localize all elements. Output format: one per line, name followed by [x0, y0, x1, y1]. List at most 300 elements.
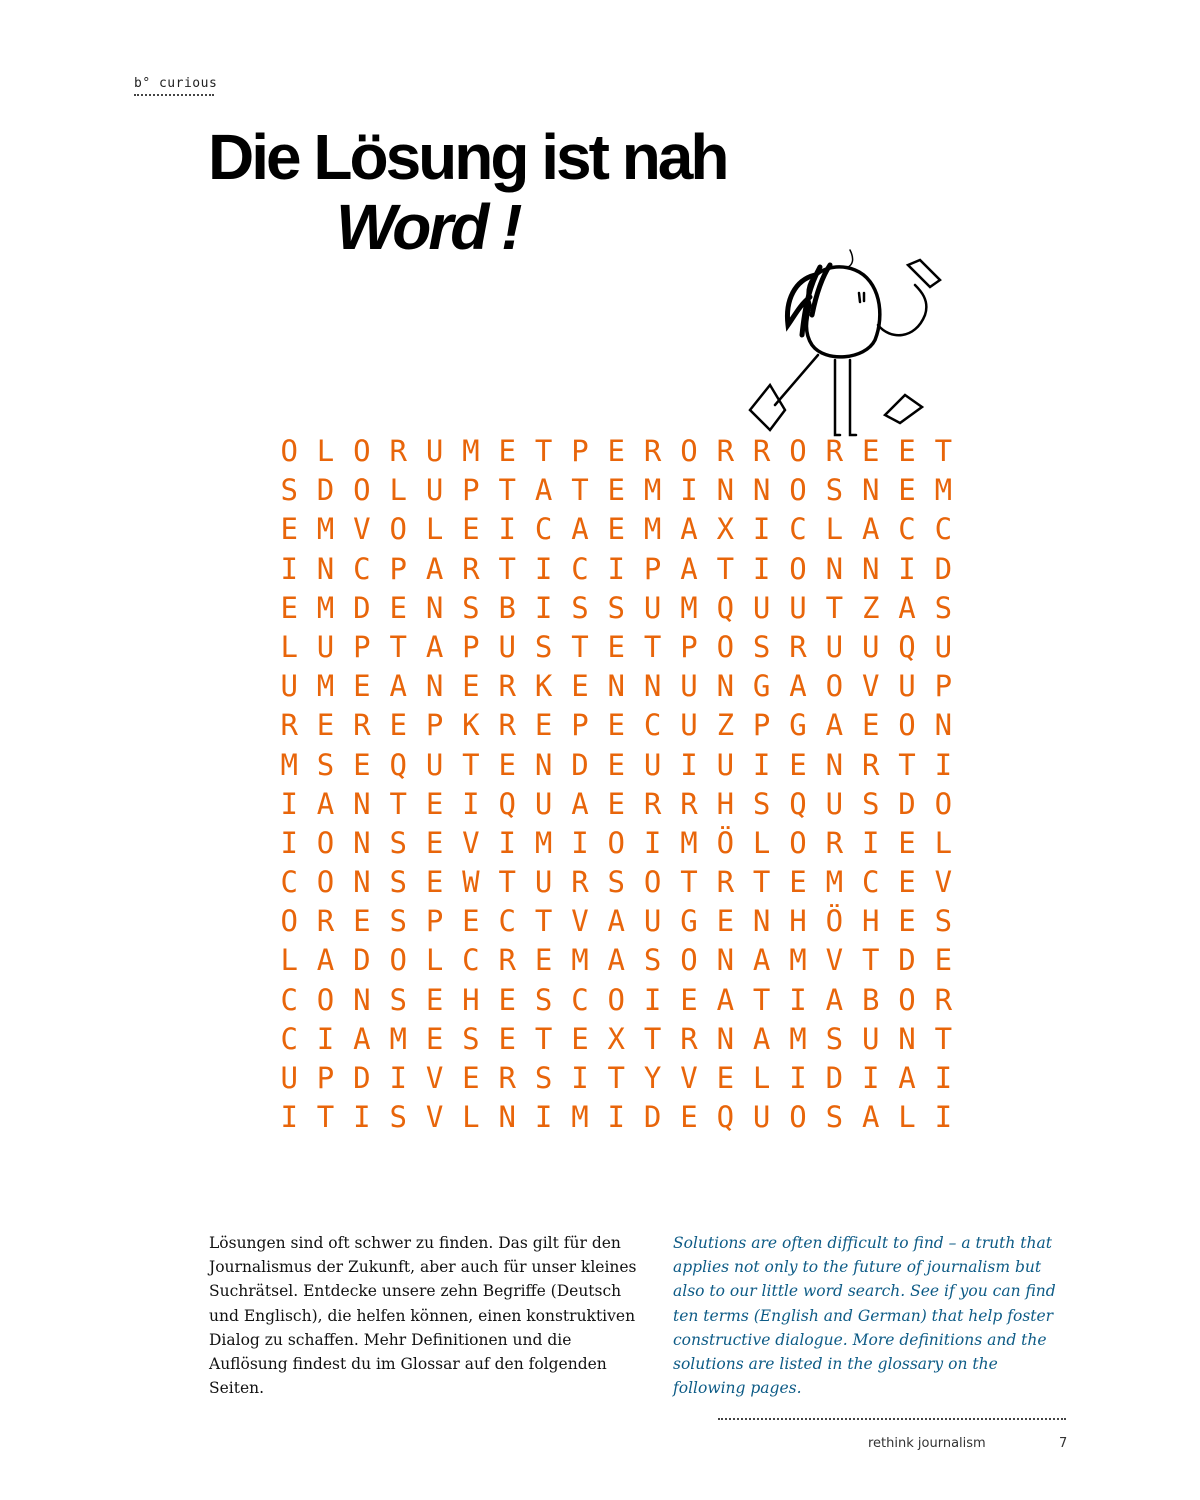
grid-letter: C — [934, 512, 953, 547]
grid-letter: O — [898, 982, 916, 1017]
grid-letter: Z — [716, 708, 735, 743]
grid-letter: E — [353, 904, 371, 939]
grid-letter: E — [571, 669, 589, 704]
grid-letter: T — [752, 865, 771, 900]
grid-letter: E — [898, 825, 916, 860]
grid-letter: S — [534, 982, 553, 1017]
grid-letter: E — [534, 943, 553, 978]
grid-letter: T — [462, 747, 480, 782]
grid-letter: T — [716, 551, 735, 586]
grid-letter: R — [498, 943, 516, 978]
grid-letter: R — [643, 434, 662, 468]
page-subtitle: Word ! — [336, 191, 520, 263]
grid-letter: C — [898, 512, 916, 547]
grid-letter: O — [607, 982, 625, 1017]
grid-letter: E — [316, 708, 335, 743]
grid-letter: M — [680, 590, 698, 625]
grid-letter: P — [752, 708, 771, 743]
grid-letter: I — [789, 1061, 807, 1095]
intro-text-english: Solutions are often difficult to find – a truth that applies not only to the future of journalism but also to our little word search. See if you can find ten terms (English and German) that help foster constructive dialogue. More definitions and the solutions are listed in the glossary on the following pages. — [673, 1234, 1056, 1398]
grid-letter: X — [607, 1021, 625, 1056]
grid-letter: E — [353, 669, 371, 704]
grid-letter: E — [861, 708, 880, 743]
grid-letter: S — [607, 865, 625, 900]
grid-letter: N — [353, 825, 371, 860]
grid-letter: I — [571, 825, 589, 860]
grid-letter: H — [716, 786, 735, 821]
grid-letter: U — [680, 669, 698, 704]
grid-letter: S — [316, 747, 335, 782]
grid-letter: N — [861, 551, 880, 586]
grid-letter: O — [789, 551, 807, 586]
grid-letter: P — [353, 629, 371, 664]
grid-letter: E — [425, 982, 444, 1017]
grid-letter: T — [934, 434, 953, 468]
grid-letter: R — [389, 434, 407, 468]
grid-letter: Ö — [716, 825, 735, 860]
grid-letter: N — [825, 747, 844, 782]
grid-letter: E — [498, 982, 516, 1017]
grid-letter: R — [571, 865, 589, 900]
grid-letter: O — [789, 434, 807, 468]
grid-letter: V — [825, 943, 844, 978]
grid-letter: I — [498, 825, 516, 860]
grid-letter: P — [425, 904, 444, 939]
grid-letter: N — [716, 1021, 735, 1056]
grid-letter: E — [607, 747, 625, 782]
grid-letter: V — [680, 1061, 698, 1095]
grid-letter: N — [825, 551, 844, 586]
grid-letter: T — [861, 943, 880, 978]
grid-letter: R — [498, 708, 516, 743]
grid-letter: O — [280, 904, 298, 939]
grid-letter: S — [389, 825, 407, 860]
grid-letter: L — [825, 512, 844, 547]
grid-letter: M — [680, 825, 698, 860]
grid-letter: N — [716, 669, 735, 704]
grid-letter: M — [316, 512, 335, 547]
grid-letter: A — [898, 590, 916, 625]
grid-letter: V — [425, 1100, 444, 1135]
grid-letter: I — [607, 1100, 625, 1135]
grid-letter: D — [898, 943, 916, 978]
grid-letter: C — [571, 551, 589, 586]
grid-letter: U — [643, 590, 662, 625]
grid-letter: D — [353, 1061, 371, 1095]
grid-letter: I — [789, 982, 807, 1017]
grid-letter: S — [861, 786, 880, 821]
grid-letter: E — [716, 1061, 735, 1095]
grid-letter: N — [716, 943, 735, 978]
grid-letter: U — [752, 1100, 771, 1135]
grid-letter: U — [825, 629, 844, 664]
grid-letter: E — [425, 786, 444, 821]
grid-letter: C — [861, 865, 880, 900]
grid-letter: S — [389, 1100, 407, 1135]
grid-letter: I — [861, 825, 880, 860]
grid-letter: N — [353, 865, 371, 900]
grid-letter: C — [534, 512, 553, 547]
grid-letter: P — [934, 669, 953, 704]
grid-letter: U — [425, 473, 444, 508]
grid-letter: A — [534, 473, 553, 508]
grid-letter: L — [280, 629, 298, 664]
grid-letter: L — [752, 825, 771, 860]
grid-letter: S — [534, 1061, 553, 1095]
grid-letter: R — [752, 434, 771, 468]
grid-letter: D — [825, 1061, 844, 1095]
grid-letter: D — [898, 786, 916, 821]
grid-letter: I — [934, 747, 953, 782]
grid-letter: T — [825, 590, 844, 625]
grid-letter: E — [280, 512, 298, 547]
grid-letter: S — [825, 473, 844, 508]
grid-letter: E — [898, 904, 916, 939]
grid-letter: L — [389, 473, 407, 508]
grid-letter: R — [716, 865, 735, 900]
grid-letter: U — [861, 1021, 880, 1056]
grid-letter: Q — [789, 786, 807, 821]
grid-letter: C — [280, 982, 298, 1017]
grid-letter: T — [934, 1021, 953, 1056]
grid-letter: O — [353, 473, 371, 508]
grid-letter: D — [353, 590, 371, 625]
grid-letter: H — [462, 982, 480, 1017]
grid-letter: Ö — [825, 904, 844, 939]
grid-letter: S — [934, 590, 953, 625]
grid-letter: A — [680, 512, 698, 547]
grid-letter: T — [571, 629, 589, 664]
grid-letter: U — [498, 629, 516, 664]
grid-letter: E — [462, 512, 480, 547]
word-search-grid — [271, 432, 962, 1137]
grid-letter: P — [643, 551, 662, 586]
grid-letter: U — [898, 669, 916, 704]
grid-letter: E — [898, 434, 916, 468]
grid-letter: E — [934, 943, 953, 978]
grid-letter: X — [716, 512, 735, 547]
grid-letter: I — [680, 747, 698, 782]
grid-letter: V — [934, 865, 953, 900]
grid-letter: E — [462, 1061, 480, 1095]
grid-letter: U — [825, 786, 844, 821]
grid-letter: T — [607, 1061, 625, 1095]
grid-letter: E — [680, 1100, 698, 1135]
grid-letter: V — [861, 669, 880, 704]
grid-letter: M — [534, 825, 553, 860]
grid-letter: I — [534, 590, 553, 625]
grid-letter: T — [534, 1021, 553, 1056]
grid-letter: E — [716, 904, 735, 939]
grid-letter: W — [462, 865, 480, 900]
grid-letter: I — [752, 747, 771, 782]
page-title: Die Lösung ist nah — [208, 121, 727, 193]
grid-letter: B — [498, 590, 516, 625]
grid-letter: U — [680, 708, 698, 743]
grid-letter: L — [934, 825, 953, 860]
grid-letter: I — [280, 825, 298, 860]
grid-letter: K — [462, 708, 480, 743]
grid-letter: I — [934, 1100, 953, 1135]
grid-letter: I — [752, 551, 771, 586]
grid-letter: S — [389, 982, 407, 1017]
grid-letter: O — [789, 825, 807, 860]
grid-letter: N — [752, 904, 771, 939]
grid-letter: S — [462, 590, 480, 625]
grid-letter: S — [752, 786, 771, 821]
grid-letter: A — [716, 982, 735, 1017]
grid-letter: A — [571, 786, 589, 821]
grid-letter: L — [425, 943, 444, 978]
grid-letter: L — [898, 1100, 916, 1135]
grid-letter: D — [353, 943, 371, 978]
grid-letter: T — [643, 629, 662, 664]
grid-letter: M — [643, 512, 662, 547]
grid-letter: L — [316, 434, 335, 468]
grid-letter: E — [280, 590, 298, 625]
grid-letter: Y — [643, 1061, 662, 1095]
grid-letter: N — [425, 669, 444, 704]
grid-letter: P — [571, 708, 589, 743]
grid-letter: O — [607, 825, 625, 860]
grid-letter: I — [861, 1061, 880, 1095]
grid-letter: E — [498, 1021, 516, 1056]
grid-letter: O — [389, 512, 407, 547]
grid-letter: T — [643, 1021, 662, 1056]
grid-letter: I — [316, 1021, 335, 1056]
grid-letter: I — [898, 551, 916, 586]
grid-letter: T — [534, 904, 553, 939]
grid-letter: A — [353, 1021, 371, 1056]
grid-letter: T — [498, 865, 516, 900]
grid-letter: E — [571, 1021, 589, 1056]
grid-letter: N — [425, 590, 444, 625]
grid-letter: T — [498, 473, 516, 508]
grid-letter: O — [643, 865, 662, 900]
grid-letter: A — [607, 943, 625, 978]
section-divider — [134, 94, 214, 96]
grid-letter: L — [752, 1061, 771, 1095]
grid-letter: I — [389, 1061, 407, 1095]
grid-letter: N — [934, 708, 953, 743]
grid-letter: Q — [498, 786, 516, 821]
grid-letter: O — [316, 982, 335, 1017]
grid-letter: M — [316, 590, 335, 625]
grid-letter: U — [934, 629, 953, 664]
grid-letter: C — [353, 551, 371, 586]
grid-letter: N — [716, 473, 735, 508]
grid-letter: R — [680, 786, 698, 821]
grid-letter: R — [316, 904, 335, 939]
grid-letter: O — [316, 865, 335, 900]
grid-letter: C — [462, 943, 480, 978]
footer-publication: rethink journalism — [868, 1436, 986, 1451]
grid-letter: N — [498, 1100, 516, 1135]
grid-letter: R — [353, 708, 371, 743]
grid-letter: D — [934, 551, 953, 586]
grid-letter: S — [825, 1100, 844, 1135]
grid-letter: I — [680, 473, 698, 508]
grid-letter: M — [316, 669, 335, 704]
grid-letter: A — [607, 904, 625, 939]
section-label: b° curious — [134, 76, 218, 91]
grid-letter: T — [571, 473, 589, 508]
grid-letter: T — [534, 434, 553, 468]
grid-letter: R — [934, 982, 953, 1017]
grid-letter: Z — [861, 590, 880, 625]
grid-letter: K — [534, 669, 553, 704]
grid-letter: T — [680, 865, 698, 900]
grid-letter: M — [571, 943, 589, 978]
grid-letter: E — [607, 786, 625, 821]
grid-letter: M — [789, 943, 807, 978]
grid-letter: T — [498, 551, 516, 586]
grid-letter: N — [534, 747, 553, 782]
grid-letter: S — [752, 629, 771, 664]
grid-letter: H — [861, 904, 880, 939]
grid-letter: I — [498, 512, 516, 547]
grid-letter: I — [280, 1100, 298, 1135]
grid-letter: E — [898, 865, 916, 900]
intro-text-german: Lösungen sind oft schwer zu finden. Das gilt für den Journalismus der Zukunft, aber auch für unser kleines Suchrätsel. Entdecke unsere zehn Begriffe (Deutsch und Englisch), die helfen können, einen konstruktiven Dialog zu schaffen. Mehr Definitionen und die Auflösung findest du im Glossar auf den folgenden Seiten. — [209, 1234, 637, 1398]
grid-letter: N — [353, 982, 371, 1017]
grid-letter: R — [861, 747, 880, 782]
grid-letter: E — [607, 473, 625, 508]
grid-letter: E — [534, 708, 553, 743]
grid-letter: U — [752, 590, 771, 625]
grid-letter: R — [643, 786, 662, 821]
grid-letter: S — [462, 1021, 480, 1056]
grid-letter: S — [825, 1021, 844, 1056]
grid-letter: S — [571, 590, 589, 625]
grid-letter: U — [716, 747, 735, 782]
grid-letter: B — [861, 982, 880, 1017]
grid-letter: M — [789, 1021, 807, 1056]
grid-letter: U — [861, 629, 880, 664]
grid-letter: Q — [716, 590, 735, 625]
grid-letter: Q — [716, 1100, 735, 1135]
grid-letter: U — [789, 590, 807, 625]
grid-letter: T — [752, 982, 771, 1017]
grid-letter: O — [789, 473, 807, 508]
grid-letter: D — [316, 473, 335, 508]
grid-letter: P — [571, 434, 589, 468]
grid-letter: A — [825, 982, 844, 1017]
grid-letter: I — [280, 786, 298, 821]
grid-letter: V — [462, 825, 480, 860]
grid-letter: C — [280, 865, 298, 900]
grid-letter: R — [280, 708, 298, 743]
grid-letter: U — [643, 747, 662, 782]
grid-letter: T — [389, 786, 407, 821]
grid-letter: R — [825, 434, 844, 468]
grid-letter: S — [934, 904, 953, 939]
grid-letter: U — [643, 904, 662, 939]
grid-letter: N — [316, 551, 335, 586]
grid-letter: R — [462, 551, 480, 586]
grid-letter: G — [752, 669, 771, 704]
grid-letter: I — [607, 551, 625, 586]
grid-letter: D — [643, 1100, 662, 1135]
grid-letter: I — [571, 1061, 589, 1095]
grid-letter: E — [462, 669, 480, 704]
grid-letter: R — [789, 629, 807, 664]
grid-letter: E — [498, 747, 516, 782]
grid-letter: M — [280, 747, 298, 782]
grid-letter: N — [607, 669, 625, 704]
grid-letter: I — [934, 1061, 953, 1095]
grid-letter: O — [680, 434, 698, 468]
grid-letter: R — [498, 1061, 516, 1095]
grid-letter: Q — [389, 747, 407, 782]
grid-letter: U — [316, 629, 335, 664]
grid-letter: E — [389, 708, 407, 743]
grid-letter: A — [752, 943, 771, 978]
grid-letter: C — [498, 904, 516, 939]
grid-letter: O — [789, 1100, 807, 1135]
grid-letter: A — [316, 786, 335, 821]
grid-letter: A — [571, 512, 589, 547]
grid-letter: A — [425, 629, 444, 664]
grid-letter: H — [789, 904, 807, 939]
grid-letter: A — [425, 551, 444, 586]
grid-letter: N — [752, 473, 771, 508]
grid-letter: N — [353, 786, 371, 821]
grid-letter: E — [425, 1021, 444, 1056]
grid-letter: V — [425, 1061, 444, 1095]
grid-letter: U — [425, 434, 444, 468]
grid-letter: P — [425, 708, 444, 743]
grid-letter: E — [789, 865, 807, 900]
grid-letter: I — [643, 825, 662, 860]
grid-letter: T — [316, 1100, 335, 1135]
grid-letter: I — [353, 1100, 371, 1135]
grid-letter: U — [280, 669, 298, 704]
page-number: 7 — [1059, 1436, 1068, 1451]
grid-letter: A — [789, 669, 807, 704]
grid-letter: O — [825, 669, 844, 704]
grid-letter: O — [280, 434, 298, 468]
grid-letter: O — [898, 708, 916, 743]
grid-letter: I — [534, 551, 553, 586]
grid-letter: S — [280, 473, 298, 508]
grid-letter: C — [571, 982, 589, 1017]
grid-letter: A — [825, 708, 844, 743]
grid-letter: I — [752, 512, 771, 547]
grid-letter: G — [789, 708, 807, 743]
grid-letter: P — [462, 629, 480, 664]
grid-letter: I — [462, 786, 480, 821]
grid-letter: N — [898, 1021, 916, 1056]
grid-letter: G — [680, 904, 698, 939]
grid-letter: E — [680, 982, 698, 1017]
grid-letter: P — [316, 1061, 335, 1095]
grid-letter: A — [752, 1021, 771, 1056]
grid-letter: E — [607, 512, 625, 547]
grid-letter: M — [934, 473, 953, 508]
grid-letter: A — [680, 551, 698, 586]
grid-letter: O — [934, 786, 953, 821]
grid-letter: L — [280, 943, 298, 978]
grid-letter: S — [389, 865, 407, 900]
grid-letter: M — [462, 434, 480, 468]
grid-letter: O — [680, 943, 698, 978]
grid-letter: N — [861, 473, 880, 508]
grid-letter: O — [716, 629, 735, 664]
grid-letter: E — [425, 825, 444, 860]
grid-letter: E — [607, 434, 625, 468]
grid-letter: Q — [898, 629, 916, 664]
